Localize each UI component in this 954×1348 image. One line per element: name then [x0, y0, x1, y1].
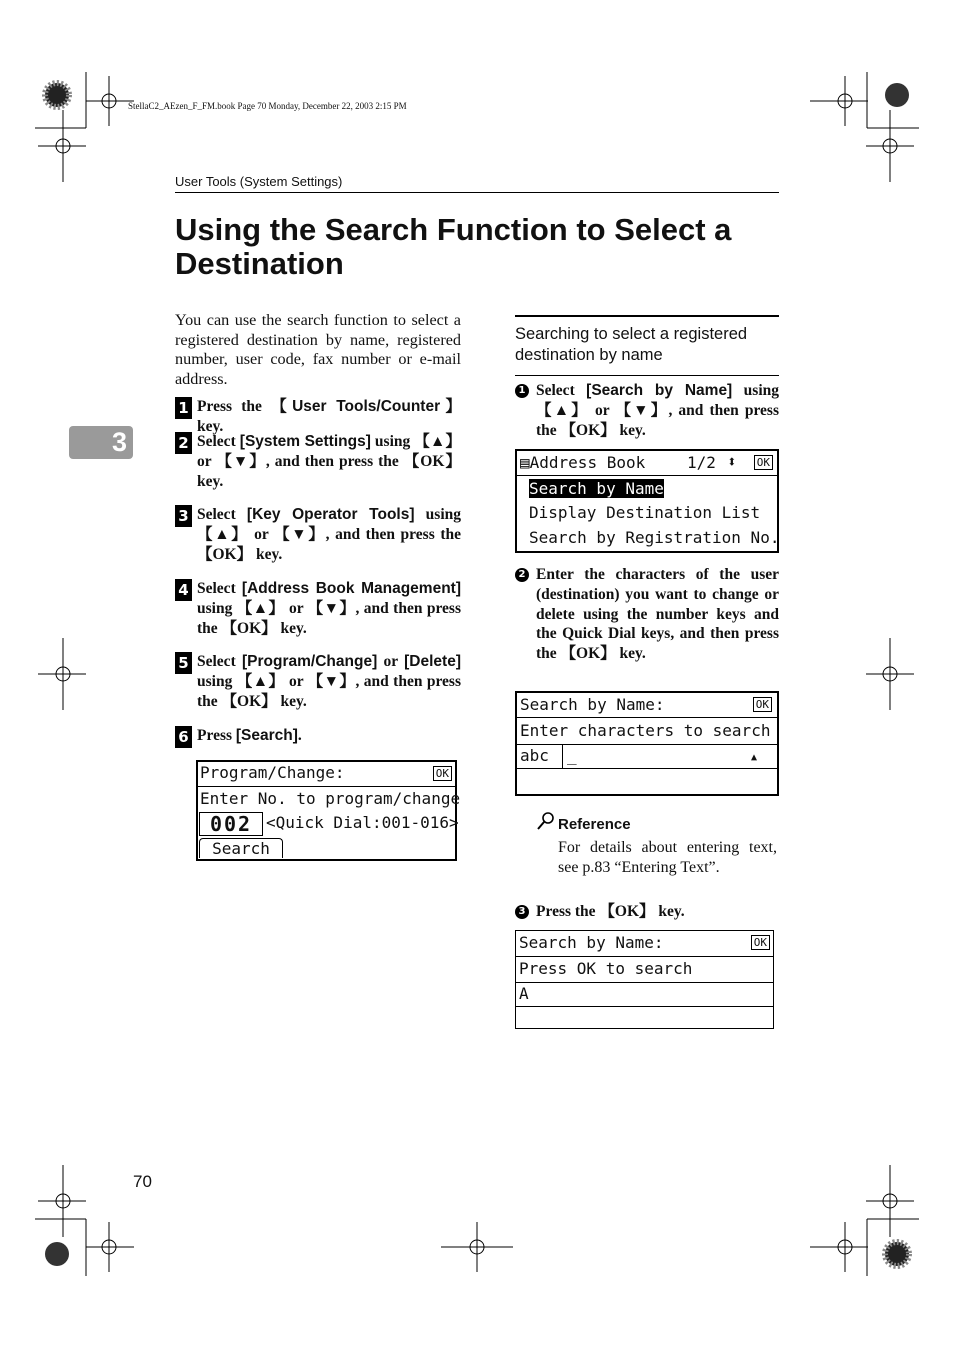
substep-text: Press the 【OK】 key.	[536, 903, 685, 920]
running-header: User Tools (System Settings)	[175, 174, 343, 189]
key-label: [Delete]	[404, 653, 461, 670]
menu-item-search-by-reg[interactable]: Search by Registration No.	[529, 528, 780, 547]
step-text: Select [Program/Change] or [Delete] using 【▲】 or 【▼】, and then press the 【OK】 key.	[197, 653, 461, 710]
page-title: Using the Search Function to Select a Destination	[175, 212, 732, 281]
step-number: 1	[175, 397, 192, 419]
key-label: [Search by Name]	[586, 382, 733, 399]
lcd-prompt: Enter characters to search	[520, 721, 771, 740]
lcd-title: Search by Name:	[520, 695, 665, 714]
step-text: Press the 【User Tools/Counter】 key.	[197, 398, 461, 435]
key-label: [Search]	[235, 727, 298, 744]
ok-icon: OK	[433, 766, 452, 781]
lcd-entered-text: A	[519, 984, 529, 1003]
lcd-prompt: Enter No. to program/change	[200, 789, 461, 808]
ok-icon: OK	[753, 697, 772, 712]
step-number: 5	[175, 652, 192, 674]
menu-item-display-list[interactable]: Display Destination List	[529, 503, 761, 522]
header-rule	[175, 192, 779, 193]
substep-text: Select [Search by Name] using 【▲】 or 【▼】, and then press the 【OK】 key.	[536, 382, 779, 439]
substep-number: 3	[515, 905, 529, 919]
ok-icon: OK	[754, 455, 773, 470]
reference-title: Reference	[558, 816, 631, 833]
page-number: 70	[133, 1172, 152, 1191]
up-down-icon: ⬍	[727, 452, 737, 471]
key-label: [Address Book Management]	[241, 580, 461, 597]
step-5	[175, 652, 461, 711]
substep-number: 1	[515, 384, 529, 398]
print-file-info: StellaC2_AEzen_F_FM.book Page 70 Monday, December 22, 2003 2:15 PM	[128, 101, 407, 111]
step-3	[175, 505, 461, 564]
text-cursor[interactable]: _	[567, 746, 577, 765]
input-mode: abc	[520, 746, 549, 765]
step-text: Select [Key Operator Tools] using 【▲】 or 【▼】, and then press the 【OK】 key.	[197, 506, 461, 563]
chapter-tab	[69, 426, 133, 459]
substep-3	[515, 902, 779, 922]
substep-number: 2	[515, 568, 529, 582]
search-softkey: Search	[199, 838, 283, 858]
lcd-prompt: Press OK to search	[519, 959, 693, 978]
step-text: Press [Search].	[197, 727, 302, 744]
reference-text: For details about entering text, see p.83 “Entering Text”.	[558, 839, 777, 876]
reference-icon	[536, 811, 556, 831]
ok-icon: OK	[751, 935, 770, 950]
key-label: [Program/Change]	[242, 653, 378, 670]
step-text: Select [System Settings] using 【▲】 or 【▼】, and then press the 【OK】 key.	[197, 433, 461, 490]
step-2	[175, 432, 461, 491]
menu-item-search-by-name[interactable]: Search by Name	[529, 479, 664, 498]
step-6	[175, 726, 461, 746]
lcd-title: ▤Address Book	[520, 453, 646, 472]
step-1	[175, 397, 461, 437]
scroll-up-icon: ▲	[751, 752, 758, 763]
step-number: 6	[175, 726, 192, 748]
step-number: 4	[175, 579, 192, 601]
lcd-search-input	[515, 691, 779, 796]
lcd-program-change	[196, 760, 461, 861]
step-4	[175, 579, 461, 638]
step-text: Select [Address Book Management] using 【▲】 or 【▼】, and then press the 【OK】 key.	[197, 580, 461, 637]
lcd-title: Search by Name:	[519, 933, 664, 952]
section-heading: Searching to select a registered destination by name	[515, 315, 779, 376]
lcd-range: <Quick Dial:001-016>	[266, 813, 459, 832]
key-label: 【User Tools/Counter】	[271, 398, 461, 415]
substep-1	[515, 381, 779, 440]
lcd-title: Program/Change:	[200, 763, 345, 782]
intro-paragraph: You can use the search function to select a registered destination by name, registered number, user code, fax number or e-mail address.	[175, 311, 461, 388]
step-number: 3	[175, 505, 192, 527]
book-icon: ▤	[520, 453, 530, 472]
chapter-number: 3	[111, 427, 127, 457]
lcd-press-ok	[515, 930, 774, 1029]
lcd-number-field: 002	[199, 812, 263, 836]
lcd-page: 1/2	[687, 453, 716, 472]
key-label: [Key Operator Tools]	[246, 506, 415, 523]
key-label: [System Settings]	[239, 433, 371, 450]
substep-2	[515, 565, 779, 664]
step-number: 2	[175, 432, 192, 454]
substep-text: Enter the characters of the user (destination) you want to change or delete using the number keys and the Quick Dial keys, and then press the 【OK】 key.	[536, 566, 779, 663]
lcd-address-book	[515, 449, 779, 553]
